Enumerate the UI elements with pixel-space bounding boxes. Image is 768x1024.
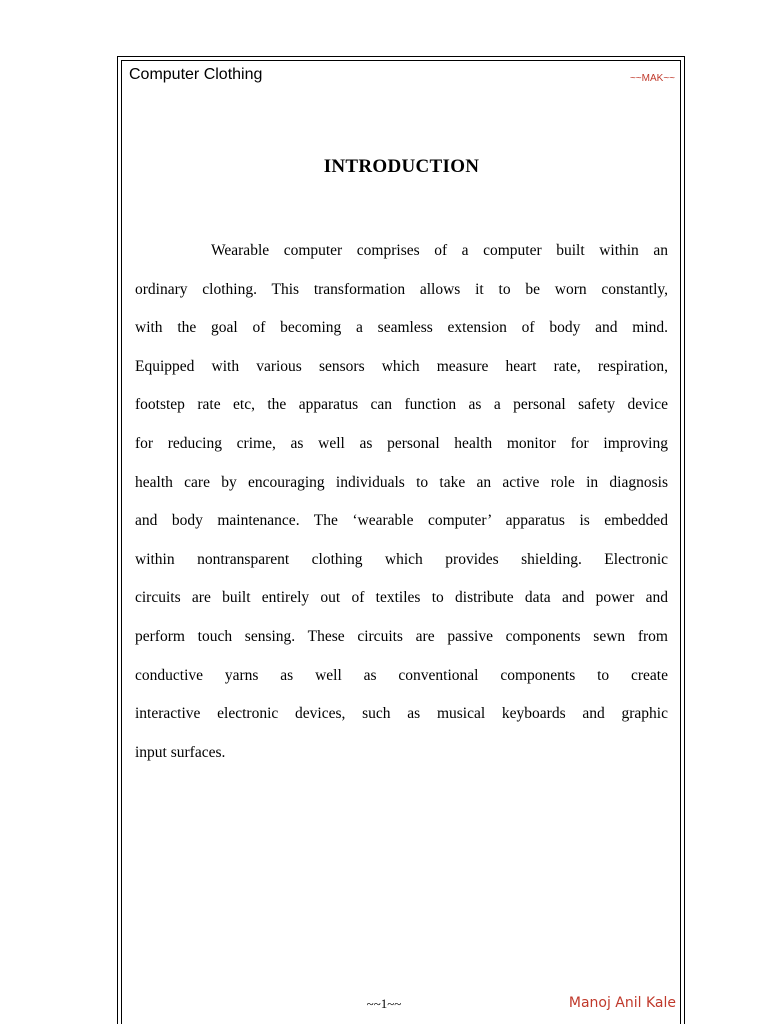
paragraph-line: Wearable computer comprises of a computer built within an: [211, 242, 668, 259]
footer-author: Manoj Anil Kale: [568, 995, 676, 1011]
paragraph-line: with the goal of becoming a seamless extension of body and mind.: [135, 319, 668, 337]
body-paragraph: [135, 232, 668, 772]
section-heading: INTRODUCTION: [323, 156, 480, 177]
paragraph-line: conductive yarns as well as conventional components to create: [135, 666, 668, 684]
paragraph-line: circuits are built entirely out of textiles to distribute data and power and: [135, 589, 668, 607]
paragraph-line: Equipped with various sensors which measure heart rate, respiration,: [135, 357, 668, 375]
paragraph-line: footstep rate etc, the apparatus can function as a personal safety device: [135, 396, 668, 414]
paragraph-line: input surfaces.: [135, 743, 226, 761]
paragraph-line: for reducing crime, as well as personal health monitor for improving: [135, 434, 668, 452]
header-title: Computer Clothing: [129, 66, 263, 83]
paragraph-line: within nontransparent clothing which provides shielding. Electronic: [135, 550, 668, 568]
paragraph-line: and body maintenance. The ‘wearable computer’ apparatus is embedded: [135, 512, 668, 530]
header-mark: ~~MAK~~: [629, 73, 675, 84]
paragraph-line: interactive electronic devices, such as musical keyboards and graphic: [135, 705, 668, 723]
page-number: ~~1~~: [366, 996, 402, 1011]
paragraph-line: perform touch sensing. These circuits are passive components sewn from: [135, 627, 668, 645]
paragraph-line: health care by encouraging individuals to take an active role in diagnosis: [135, 473, 668, 491]
paragraph-line: ordinary clothing. This transformation allows it to be worn constantly,: [135, 280, 668, 298]
